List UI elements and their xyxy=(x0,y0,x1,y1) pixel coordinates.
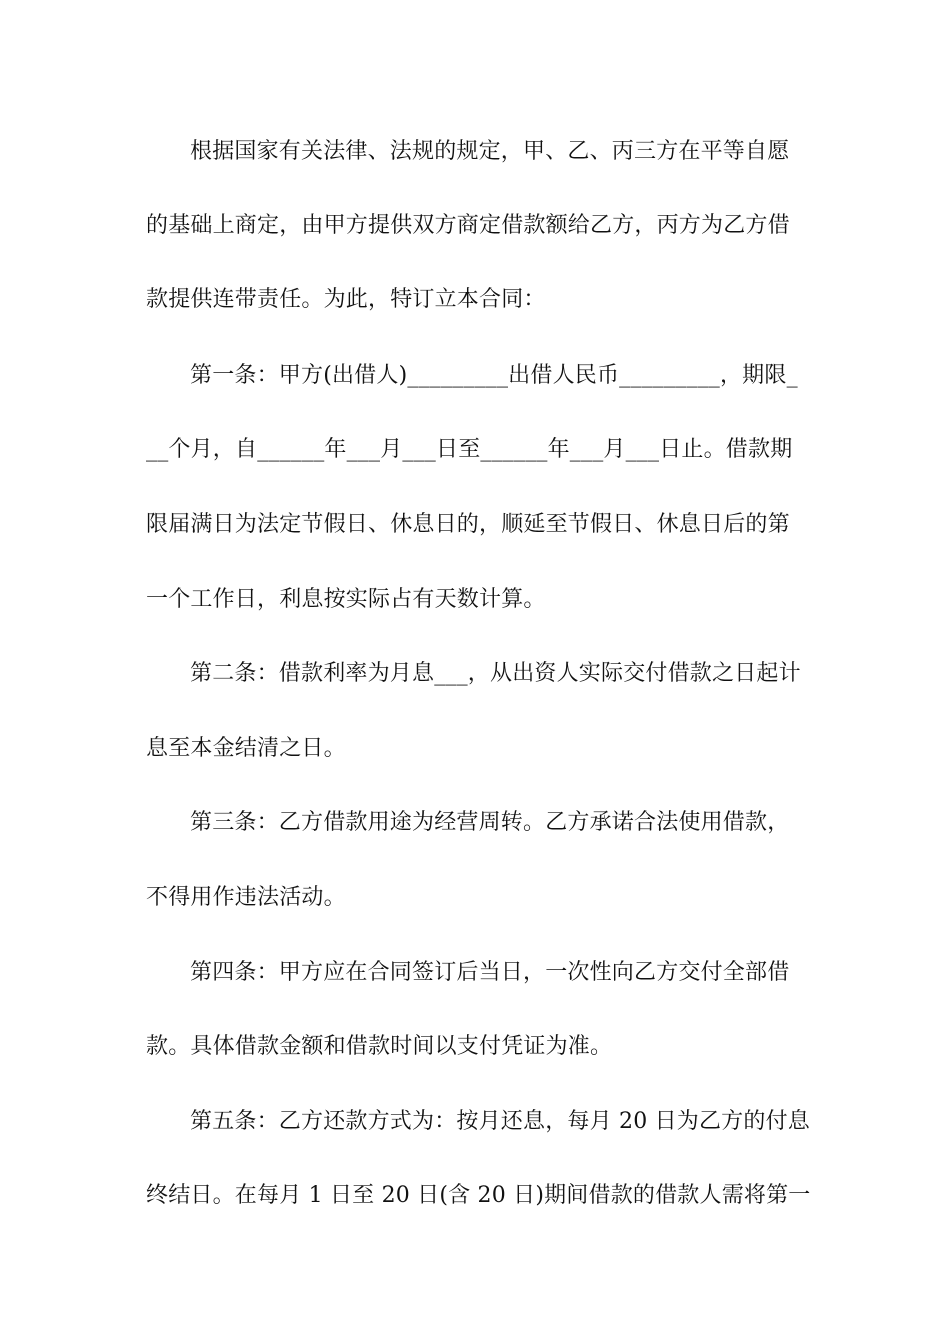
article-2-line: 息至本金结清之日。 xyxy=(146,736,346,761)
article-2-line: 第二条：借款利率为月息___，从出资人实际交付借款之日起计 xyxy=(190,661,801,686)
article-5-line: 终结日。在每月 1 日至 20 日(含 20 日)期间借款的借款人需将第一 xyxy=(146,1183,811,1208)
paragraph-line: 的基础上商定，由甲方提供双方商定借款额给乙方，丙方为乙方借 xyxy=(146,213,790,238)
paragraph-line: 款提供连带责任。为此，特订立本合同： xyxy=(146,287,546,312)
paragraph-line: 根据国家有关法律、法规的规定，甲、乙、丙三方在平等自愿 xyxy=(190,139,790,164)
article-1-line: 限届满日为法定节假日、休息日的，顺延至节假日、休息日后的第 xyxy=(146,512,790,537)
article-5-line: 第五条：乙方还款方式为：按月还息，每月 20 日为乙方的付息 xyxy=(190,1109,810,1134)
article-1-line: 一个工作日，利息按实际占有天数计算。 xyxy=(146,587,546,612)
article-4-line: 款。具体借款金额和借款时间以支付凭证为准。 xyxy=(146,1034,613,1059)
article-1-line: __个月，自______年___月___日至______年___月___日止。借款期 xyxy=(146,437,793,462)
article-3-line: 第三条：乙方借款用途为经营周转。乙方承诺合法使用借款， xyxy=(190,810,790,835)
article-1-line: 第一条：甲方(出借人)_________出借人民币_________，期限_ xyxy=(190,363,798,388)
article-4-line: 第四条：甲方应在合同签订后当日，一次性向乙方交付全部借 xyxy=(190,960,790,985)
article-3-line: 不得用作违法活动。 xyxy=(146,885,346,910)
